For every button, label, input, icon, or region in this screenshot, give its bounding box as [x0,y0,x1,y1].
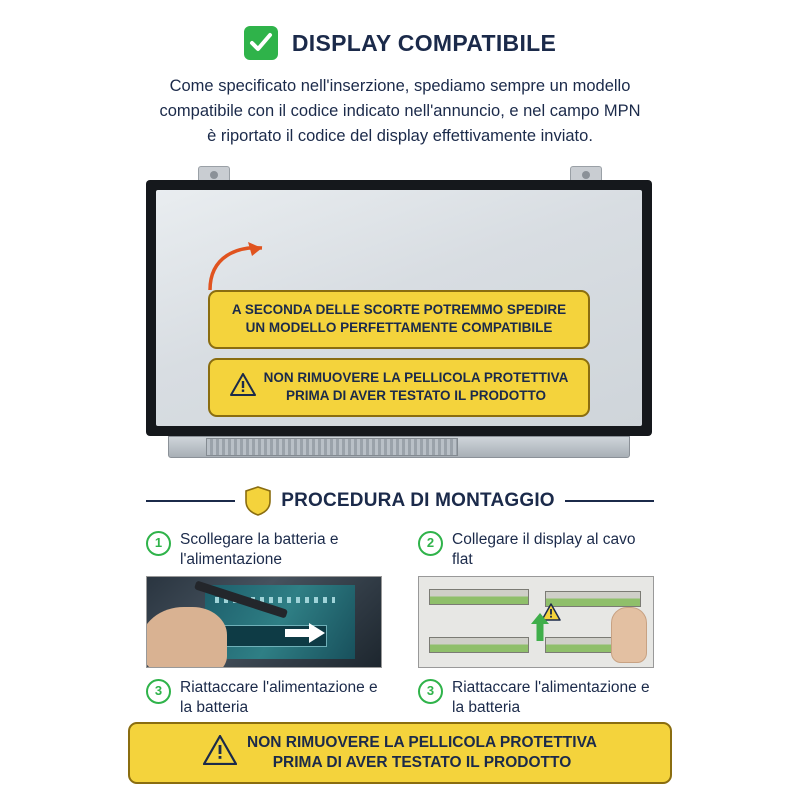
flat-cable-strip [429,589,529,605]
panel-bezel [146,180,652,436]
section-header-montaggio [146,486,654,516]
film-warning-callout [208,358,590,416]
footer-warning-banner [128,722,672,784]
flat-cable-strip [429,637,529,653]
white-arrow-icon [285,623,325,648]
step-1-text: Scollegare la batteria e l'alimentazione [180,531,339,569]
compatibility-callout [208,290,590,348]
content-column [128,0,672,800]
finger-graphic [611,607,647,663]
footer-warning-line2: PRIMA DI AVER TESTATO IL PRODOTTO [272,753,572,771]
step-4-number: 3 [418,679,443,704]
step-2-label [418,530,654,574]
left-gutter [0,0,128,800]
warning-triangle-icon [203,735,237,770]
hand-graphic [146,607,227,668]
check-square-icon [244,26,278,60]
page-title: DISPLAY COMPATIBILE [291,29,557,56]
footer-warning-line1: NON RIMUOVERE LA PELLICOLA PROTETTIVA [247,733,597,751]
step-1-label [146,530,382,574]
step-1-number: 1 [146,531,171,556]
shield-icon [245,486,271,516]
step-4-label [418,678,654,722]
panel-screen-surface [156,190,642,426]
panel-connector-strip [206,438,458,456]
footer-warning-text [247,733,597,773]
curved-arrow-icon [204,238,274,294]
flat-cable-photo [418,576,654,668]
step-2-text: Collegare il display al cavo flat [452,531,636,569]
step-3-text: Riattaccare l'alimentazione e la batteria [180,679,378,717]
step-3-number: 3 [146,679,171,704]
laptop-battery-photo [146,576,382,668]
step-3-label [146,678,382,722]
divider-right [565,500,654,502]
right-gutter [672,0,800,800]
step-2-number: 2 [418,531,443,556]
warning-triangle-icon [230,373,256,401]
section-title: PROCEDURA DI MONTAGGIO [281,490,555,512]
intro-paragraph: Come specificato nell'inserzione, spediamo sempre un modello compatibile con il codice indicato nell'annuncio, e nel campo MPN è riportato il codice del display effettivamente inviato. [159,77,641,145]
steps-grid [146,530,654,722]
divider-left [146,500,235,502]
header [128,0,672,60]
green-up-arrow-icon [531,613,549,646]
display-panel-illustration [146,166,654,466]
step-4-text: Riattaccare l'alimentazione e la batteria [452,679,650,717]
film-warning-line1: NON RIMUOVERE LA PELLICOLA PROTETTIVA [263,370,569,386]
film-warning-line2: PRIMA DI AVER TESTATO IL PRODOTTO [285,388,546,404]
compatibility-callout-line1: A SECONDA DELLE SCORTE POTREMMO SPEDIRE [231,302,567,318]
compatibility-callout-line2: UN MODELLO PERFETTAMENTE COMPATIBILE [245,320,553,336]
